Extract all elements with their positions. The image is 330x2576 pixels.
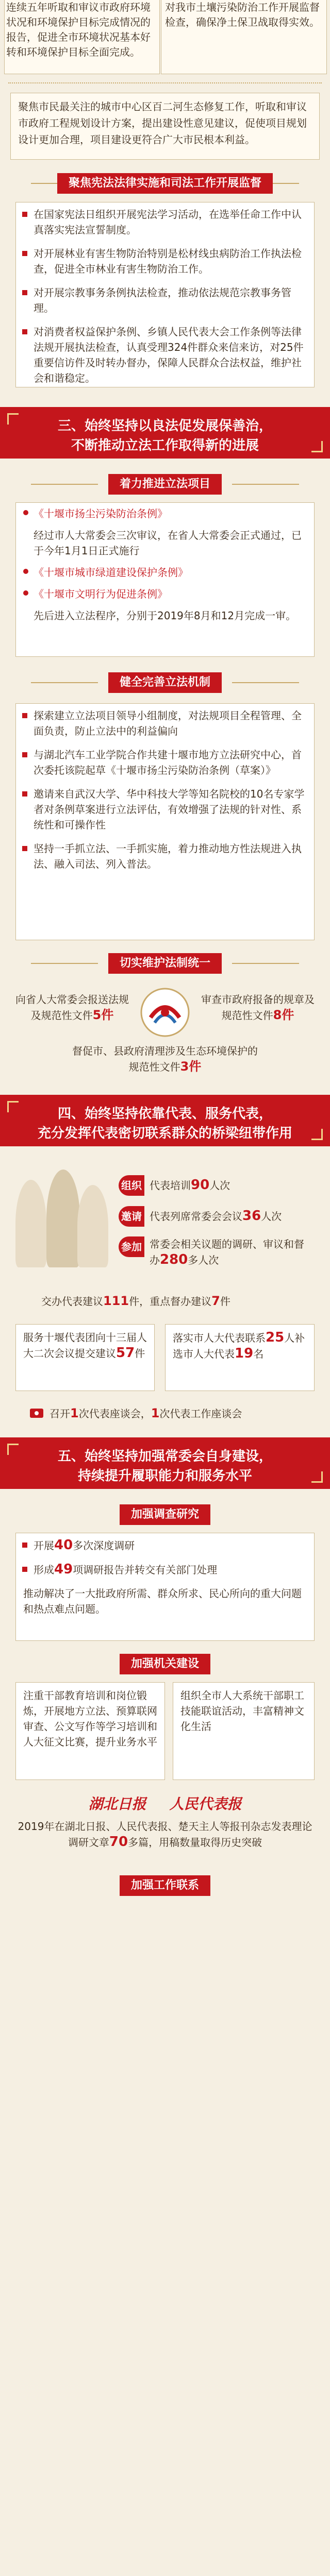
list-item: 与湖北汽车工业学院合作共建十堰市地方立法研究中心，首次委托该院起草《十堰市扬尘污染防治条例（草案）》	[16, 743, 314, 782]
sub-banner-title: 着力推进立法项目	[108, 474, 222, 495]
sub-banner-title: 加强工作联系	[120, 1875, 210, 1896]
bullet-icon	[22, 212, 27, 217]
sub-banner-mechanism	[0, 672, 330, 693]
list-item: 探索建立立法项目领导小组制度，对法规项目全程管理、全面负责，防止立法中的利益偏向	[16, 704, 314, 743]
person-silhouette	[15, 1180, 46, 1267]
list-item: 对消费者权益保护条例、乡镇人民代表大会工作条例等法律法规开展执法检查，认真受理324件群众来信来访，对25件重要信访件及时转办督办，保障人民群众合法权益，维护社会和谐稳定。	[16, 320, 314, 390]
bullet-icon	[22, 791, 27, 796]
law-item-text: 先后进入立法程序，分别于2019年8月和12月完成一审。	[34, 609, 296, 622]
org-building-left: 注重干部教育培训和岗位锻炼，开展地方立法、预算联网审查、公文写作等学习培训和人大征文比赛，提升业务水平	[15, 1682, 165, 1780]
section-4-title-line2: 充分发挥代表密切联系群众的桥梁纽带作用	[37, 1126, 292, 1141]
bullet-icon	[22, 1543, 27, 1548]
bullet-icon	[22, 1567, 27, 1572]
logo-hubei-daily: 湖北日报	[88, 1795, 146, 1812]
legislation-mechanism-card	[15, 703, 315, 940]
bullet-icon	[23, 510, 28, 515]
sub-banner-title: 聚焦宪法法律实施和司法工作开展监督	[57, 173, 273, 194]
bullet-icon	[23, 590, 28, 596]
intro-section	[0, 0, 330, 72]
intro-left-text: 连续五年听取和审议市政府环境状况和环境保护目标完成情况的报告，促进全市环境状况基本好转和环境保护目标全面完成。	[6, 1, 151, 58]
bullet-icon	[22, 329, 27, 334]
law-supervision-list	[15, 202, 315, 387]
filing-review-block	[0, 981, 330, 1084]
list-item: 坚持一手抓立法、一手抓实施，着力推动地方性法规进入执法、融入司法、列入普法。	[16, 837, 314, 876]
sub-banner-org-building	[0, 1654, 330, 1674]
legislation-projects-card	[15, 502, 315, 657]
intro-bottom-card	[10, 93, 320, 160]
sub-banner-title: 加强调查研究	[120, 1504, 210, 1525]
list-item: 邀请来自武汉大学、华中科技大学等知名院校的10名专家学者对条例草案进行立法评估，有效增强了法规的针对性、系统性和可操作性	[16, 782, 314, 837]
rep-suggestions-line: 交办代表建议111件，重点督办建议7件	[41, 1294, 230, 1308]
service-box-left: 服务十堰代表团向十三届人大二次会议提交建议57件	[15, 1324, 155, 1391]
bullet-icon	[22, 251, 27, 256]
banner-line-right	[232, 682, 299, 683]
service-box-right: 落实市人大代表联系25人补选市人大代表19名	[165, 1324, 315, 1391]
banner-line-left	[31, 682, 98, 683]
sub-banner-title: 健全完善立法机制	[108, 672, 222, 693]
bullet-icon	[22, 752, 27, 757]
list-item: 开展40多次深度调研	[16, 1533, 314, 1557]
org-building-right: 组织全市人大系统干部职工技能联谊活动，丰富精神文化生活	[173, 1682, 315, 1780]
intro-right-text: 对我市土壤污染防治工作开展监督检查，确保净土保卫战取得实效。	[165, 1, 320, 28]
section-4-banner	[0, 1095, 330, 1146]
banner-line-left	[31, 963, 98, 964]
sub-banner-law-supervision	[0, 173, 330, 194]
person-silhouette	[46, 1170, 80, 1267]
law-item: 《十堰市城市绿道建设保护条例》	[16, 562, 314, 583]
media-text: 2019年在湖北日报、人民代表报、楚天主人等报刊杂志发表理论调研文章70多篇，用稿数量取得历史突破	[18, 1820, 312, 1850]
law-item-text: 经过市人大常委会三次审议，在省人大常委会正式通过，已于今年1月1日正式施行	[34, 529, 302, 557]
section-4-title-line1: 四、始终坚持依靠代表、服务代表，	[57, 1106, 272, 1122]
meeting-line: 召开1次代表座谈会，1次代表工作座谈会	[50, 1406, 242, 1420]
bullet-icon	[23, 569, 28, 574]
banner-line-right	[232, 963, 299, 964]
media-logos	[0, 1793, 330, 1814]
list-item: 对开展林业有害生物防治特别是松材线虫病防治工作执法检查，促进全市林业有害生物防治工作。	[16, 242, 314, 281]
sub-banner-title: 加强机关建设	[120, 1654, 210, 1674]
document-emblem-icon	[139, 987, 191, 1038]
rep-stat-row: 参加 常委会相关议题的调研、审议和督办280多人次	[119, 1236, 320, 1278]
sub-banner-title: 切实维护法制统一	[108, 953, 222, 974]
section-3-banner	[0, 407, 330, 459]
divider	[8, 82, 322, 83]
section-3-title-line1: 三、始终坚持以良法促发展保善治，	[57, 418, 272, 434]
section-5-title-line1: 五、始终坚持加强常委会自身建设，	[57, 1449, 272, 1464]
banner-line-left	[31, 484, 98, 485]
representatives-illustration	[10, 1164, 113, 1267]
section-5-banner	[0, 1437, 330, 1489]
research-text: 推动解决了一大批政府所需、群众所求、民心所向的重大问题和热点难点问题。	[23, 1587, 302, 1615]
logo-peoples-representative: 人民代表报	[169, 1795, 242, 1812]
rep-stat-row: 组织 代表培训90人次	[119, 1175, 320, 1195]
bullet-icon	[22, 713, 27, 718]
list-item: 对开展宗教事务条例执法检查，推动依法规范宗教事务管理。	[16, 281, 314, 320]
sub-banner-research	[0, 1504, 330, 1525]
sub-banner-projects	[0, 474, 330, 495]
meeting-icon	[29, 1406, 44, 1420]
sub-banner-filing	[0, 953, 330, 974]
person-silhouette	[77, 1185, 108, 1267]
rep-stat-row: 邀请 代表列席常委会会议36人次	[119, 1206, 320, 1226]
list-item: 形成49项调研报告并转交有关部门处理	[16, 1557, 314, 1582]
sub-banner-work-connection	[0, 1875, 330, 1896]
law-item: 《十堰市扬尘污染防治条例》	[16, 503, 314, 524]
banner-line-right	[232, 484, 299, 485]
research-card	[15, 1533, 315, 1641]
filing-bottom-text: 督促市、县政府清理涉及生态环境保护的规范性文件3件	[72, 1045, 258, 1074]
intro-bottom-text: 聚焦市民最关注的城市中心区百二河生态修复工作，听取和审议市政府工程规划设计方案，提出建设性意见建议，促使项目规划设计更加合理，项目建设更符合广大市民根本利益。	[18, 100, 307, 146]
filing-right-text: 审查市政府报备的规章及规范性文件8件	[201, 993, 315, 1022]
section-3-title-line2: 不断推动立法工作取得新的进展	[71, 438, 259, 453]
section-5-title-line2: 持续提升履职能力和服务水平	[77, 1468, 252, 1484]
filing-left-text: 向省人大常委会报送法规及规范性文件5件	[15, 993, 129, 1022]
bullet-icon	[22, 846, 27, 851]
bullet-icon	[22, 290, 27, 295]
list-item: 在国家宪法日组织开展宪法学习活动，在选举任命工作中认真落实宪法宣誓制度。	[16, 202, 314, 242]
law-item: 《十堰市文明行为促进条例》	[16, 583, 314, 605]
